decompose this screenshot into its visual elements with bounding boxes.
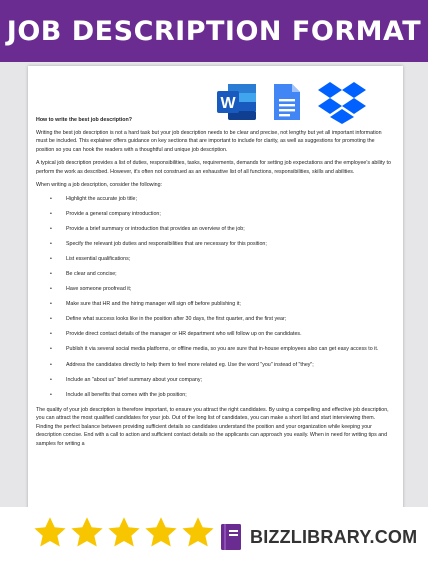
bullet-item: • List essential qualifications; xyxy=(36,255,394,264)
bullet-item: • Be clear and concise; xyxy=(36,270,394,279)
docs-icon[interactable] xyxy=(272,82,302,127)
bullet-item: • Have someone proofread it; xyxy=(36,285,394,294)
bullet-item: • Include an "about us" brief summary about your company; xyxy=(36,376,394,385)
document-page xyxy=(28,66,403,511)
paragraph-1: Writing the best job description is not a hard task but your job description needs to be clear and precise, not lengthy but yet all important information must be included. This explainer offers guidance on key sections that are important to include for clarity, as well as suggestions for promoting the position so you can hook the readers with a thoughtful and unique job description. xyxy=(36,129,382,153)
bullet-item: • Make sure that HR and the hiring manager will sign off before publishing it; xyxy=(36,300,394,309)
star-icon xyxy=(143,515,179,551)
header-banner xyxy=(0,0,428,62)
svg-text:W: W xyxy=(220,95,236,112)
bullet-item: • Publish it via several social media platforms, or offline media, so you are sure that in-house employees also can get easy access to it. xyxy=(36,345,394,354)
footer xyxy=(0,507,428,570)
star-icon xyxy=(106,515,142,551)
brand[interactable] xyxy=(220,523,417,551)
paragraph-4: The quality of your job description is therefore important, to ensure you attract the right candidates. By using a compelling and effective job description, you can attract the most qualified candidates for your job. Out of the long list of candidates, you can make a short list and start interviewing them. Finding the perfect balance between providing sufficient details so candidates understand the position and your organization while keeping your description concise. End with a call to action and sufficient contact details so the applicants can approach you easily. When in need for writing tips and samples for writing a xyxy=(36,406,389,447)
bullet-item: • Provide direct contact details of the manager or HR department who will follow up on the candidates. xyxy=(36,330,394,339)
bullet-list xyxy=(36,195,394,400)
book-logo-icon xyxy=(220,523,244,551)
document-body xyxy=(36,116,394,453)
paragraph-2: A typical job description provides a list of duties, responsibilities, tasks, requirements, demands for setting job expectations and the employee's ability to perform the work as described. However, it's often not construed as an exhaustive list of all functions, responsibilities, skills and abilities. xyxy=(36,160,391,175)
bullet-item: • Specify the relevant job duties and responsibilities that are necessary for this position; xyxy=(36,240,394,249)
star-icon xyxy=(69,515,105,551)
document-heading: How to write the best job description? xyxy=(36,117,132,123)
rating-stars xyxy=(32,515,217,551)
bullet-item: • Highlight the accurate job title; xyxy=(36,195,394,204)
bullet-item: • Address the candidates directly to help them to feel more related eg. Use the word "you" instead of "they"; xyxy=(36,361,394,370)
bullet-item: • Define what success looks like in the position after 30 days, the first quarter, and the first year; xyxy=(36,315,394,324)
paragraph-3: When writing a job description, consider the following: xyxy=(36,182,163,188)
dropbox-icon[interactable] xyxy=(316,80,368,129)
star-icon xyxy=(180,515,216,551)
page-title: JOB DESCRIPTION FORMAT xyxy=(6,15,422,47)
bullet-item: • Include all benefits that comes with the job position; xyxy=(36,391,394,400)
star-icon xyxy=(32,515,68,551)
word-icon[interactable] xyxy=(216,82,258,127)
app-icons xyxy=(216,80,382,129)
bullet-item: • Provide a general company introduction; xyxy=(36,210,394,219)
brand-name: BIZZLIBRARY.COM xyxy=(250,526,418,547)
bullet-item: • Provide a brief summary or introduction that provides an overview of the job; xyxy=(36,225,394,234)
